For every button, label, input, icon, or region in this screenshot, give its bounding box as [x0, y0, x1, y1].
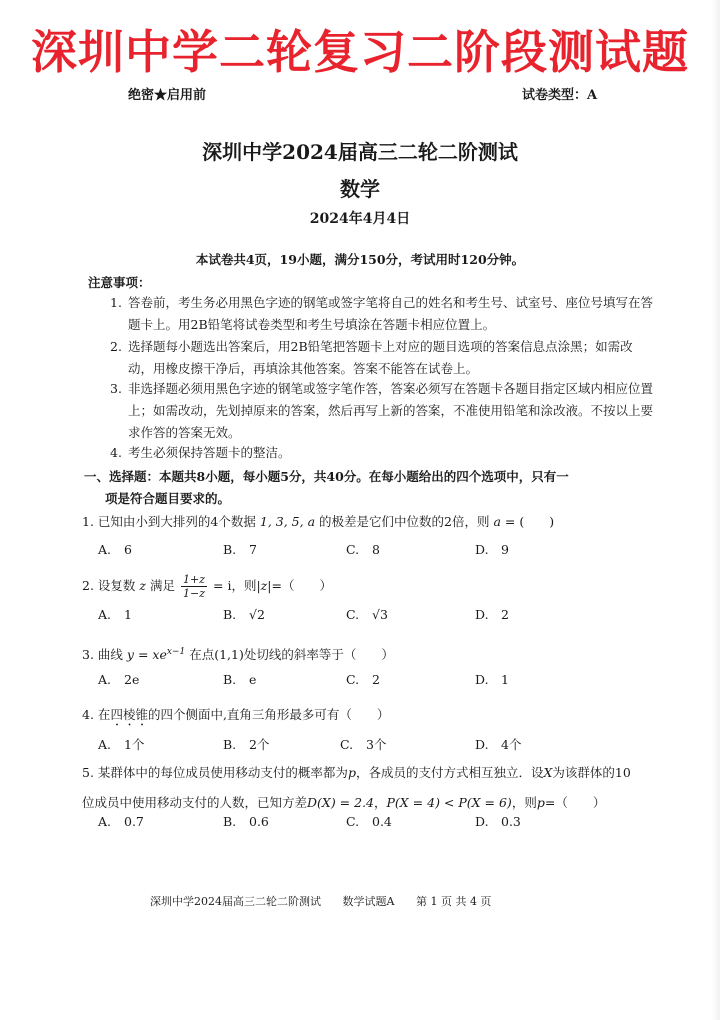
- question-1: [82, 512, 554, 532]
- question-3: [82, 642, 394, 665]
- exam-date: 2024年4月4日: [309, 211, 411, 227]
- option-b: [223, 607, 265, 622]
- option-label: D.: [475, 672, 489, 687]
- option-d: [475, 814, 521, 829]
- question-text: 的四个侧面中,直角三角形最多可有（ ）: [147, 707, 390, 722]
- option-label: A.: [98, 607, 112, 622]
- option-a: [98, 735, 144, 753]
- option-b: [223, 672, 256, 687]
- question-text: 在: [97, 707, 111, 722]
- option-d: [475, 735, 521, 753]
- page-edge-shadow: [712, 0, 720, 1020]
- note-number: 4.: [110, 445, 122, 460]
- confidential-label: 绝密★启用前: [128, 88, 207, 103]
- question-text: = ( ): [504, 514, 555, 529]
- question-text: 为该群体的10位成员中使用移动支付的人数，已知方差: [82, 765, 631, 810]
- section-heading: [84, 466, 604, 510]
- option-a: [98, 814, 144, 829]
- question-text: 的极差是它们中位数的2倍，则: [319, 514, 490, 529]
- option-value: 1: [124, 607, 132, 622]
- option-value: 2e: [124, 672, 140, 687]
- option-label: A.: [98, 542, 112, 557]
- question-number: 1.: [82, 514, 94, 529]
- footer-page-number: 第 1 页 共 4 页: [415, 895, 492, 908]
- question-text: =（ ）: [544, 795, 606, 810]
- option-d: [475, 607, 509, 622]
- question-text: |=（ ）: [267, 578, 332, 593]
- option-label: C.: [346, 542, 360, 557]
- note-text: 选择题每小题选出答案后，用2B铅笔把答题卡上对应的题目选项的答案信息点涂黑；如需改动，用橡皮擦干净后，再填涂其他答案。答案不能答在试卷上。: [128, 339, 633, 376]
- option-label: D.: [475, 607, 489, 622]
- question-text: ，各成员的支付方式相互独立．设: [355, 765, 544, 780]
- note-number: 2.: [110, 339, 122, 354]
- option-b: [223, 735, 269, 753]
- note-number: 3.: [110, 381, 122, 396]
- question-number: 4.: [82, 707, 94, 722]
- option-value: 1个: [124, 737, 145, 752]
- subject-title: 数学: [340, 177, 380, 201]
- question-2: [82, 572, 332, 600]
- option-value: 2: [372, 672, 380, 687]
- option-label: D.: [475, 542, 489, 557]
- page-footer: [150, 893, 509, 909]
- question-number: 2.: [82, 578, 94, 593]
- fraction-numerator: 1+z: [183, 573, 206, 586]
- exam-intro: 本试卷共4页，19小题，满分150分，考试用时120分钟。: [195, 252, 525, 267]
- note-text: 考生必须保持答题卡的整洁。: [128, 445, 291, 460]
- math-expression: 1, 3, 5, a: [259, 514, 316, 529]
- math-exponent: x−1: [166, 647, 186, 657]
- option-label: B.: [223, 737, 237, 752]
- option-label: C.: [340, 737, 354, 752]
- option-value: 0.3: [501, 814, 521, 829]
- math-expression: P(X = 4) < P(X = 6): [386, 795, 512, 810]
- note-item: [110, 442, 655, 464]
- option-value: e: [249, 672, 257, 687]
- note-number: 1.: [110, 295, 122, 310]
- option-d: [475, 672, 509, 687]
- question-text: 已知由小到大排列的4个数据: [97, 514, 256, 529]
- option-c: [346, 814, 392, 829]
- question-text: ，: [374, 795, 387, 810]
- question-4: [82, 705, 389, 729]
- option-value: 0.6: [249, 814, 269, 829]
- note-item: [110, 336, 655, 380]
- option-value: 4个: [501, 737, 522, 752]
- math-expression: X: [543, 765, 553, 780]
- option-label: D.: [475, 814, 489, 829]
- option-d: [475, 542, 509, 557]
- math-expression: y = xe: [126, 647, 167, 663]
- emphasized-term: 四棱锥: [110, 707, 148, 722]
- option-label: C.: [346, 607, 360, 622]
- option-value: √2: [249, 607, 265, 622]
- option-value: 2: [501, 607, 509, 622]
- footer-paper-name: 数学试题A: [342, 895, 395, 908]
- math-expression: D(X) = 2.4: [307, 795, 374, 810]
- option-value: 7: [249, 542, 257, 557]
- option-a: [98, 672, 139, 687]
- question-text: 在点(1,1)处切线的斜率等于（ ）: [189, 647, 394, 663]
- option-b: [223, 542, 257, 557]
- option-value: 0.4: [372, 814, 392, 829]
- option-label: A.: [98, 814, 112, 829]
- note-text: 答卷前，考生务必用黑色字迹的钢笔或签字笔将自己的姓名和考生号、试室号、座位号填写在答题卡上。用2B铅笔将试卷类型和考生号填涂在答题卡相应位置上。: [128, 295, 654, 332]
- option-value: 0.7: [124, 814, 144, 829]
- option-label: B.: [223, 542, 237, 557]
- option-label: B.: [223, 607, 237, 622]
- note-item: [110, 378, 655, 444]
- option-value: 2个: [249, 737, 270, 752]
- question-text: 曲线: [97, 647, 123, 663]
- fraction-denominator: 1−z: [183, 587, 206, 600]
- math-expression: a: [493, 514, 501, 529]
- footer-exam-name: 深圳中学2024届高三二轮二阶测试: [150, 895, 321, 908]
- question-text: 设复数: [97, 578, 136, 593]
- option-c: [346, 672, 380, 687]
- option-a: [98, 607, 132, 622]
- option-value: 1: [501, 672, 509, 687]
- option-c: [340, 735, 386, 753]
- exam-title: 深圳中学2024届高三二轮二阶测试: [202, 140, 518, 164]
- option-b: [223, 814, 269, 829]
- section-heading-line: 一、选择题：本题共8小题，每小题5分，共40分。在每小题给出的四个选项中，只有一: [84, 469, 569, 484]
- math-expression: z: [139, 578, 147, 593]
- math-expression: p: [536, 795, 545, 810]
- option-label: C.: [346, 672, 360, 687]
- option-label: B.: [223, 814, 237, 829]
- option-value: 6: [124, 542, 132, 557]
- question-number: 5.: [82, 765, 94, 780]
- paper-type-label: 试卷类型：A: [522, 88, 598, 103]
- notes-heading: 注意事项：: [88, 275, 151, 290]
- question-text: = i，则|: [213, 578, 261, 593]
- section-heading-line: 项是符合题目要求的。: [105, 491, 231, 506]
- question-text: 满足: [150, 578, 176, 593]
- note-item: [110, 292, 655, 336]
- question-5: [82, 758, 642, 818]
- option-label: B.: [223, 672, 237, 687]
- question-number: 3.: [82, 647, 94, 663]
- option-value: 3个: [366, 737, 387, 752]
- note-text: 非选择题必须用黑色字迹的钢笔或签字笔作答，答案必须写在答题卡各题目指定区域内相应位置上；如需改动，先划掉原来的答案，然后再写上新的答案，不准使用铅笔和涂改液。不按以上要求作答的答案无效。: [128, 381, 654, 440]
- watermark-banner: 深圳中学二轮复习二阶段测试题: [31, 25, 689, 79]
- option-label: A.: [98, 672, 112, 687]
- option-value: 9: [501, 542, 509, 557]
- question-text: 某群体中的每位成员使用移动支付的概率都为: [97, 765, 348, 780]
- option-a: [98, 542, 132, 557]
- option-value: 8: [372, 542, 380, 557]
- fraction: [181, 573, 207, 600]
- math-expression: p: [347, 765, 356, 780]
- question-text: ，则: [511, 795, 537, 810]
- option-c: [346, 607, 388, 622]
- option-label: A.: [98, 737, 112, 752]
- option-value: √3: [372, 607, 388, 622]
- option-c: [346, 542, 380, 557]
- math-expression: z: [260, 578, 268, 593]
- option-label: C.: [346, 814, 360, 829]
- option-label: D.: [475, 737, 489, 752]
